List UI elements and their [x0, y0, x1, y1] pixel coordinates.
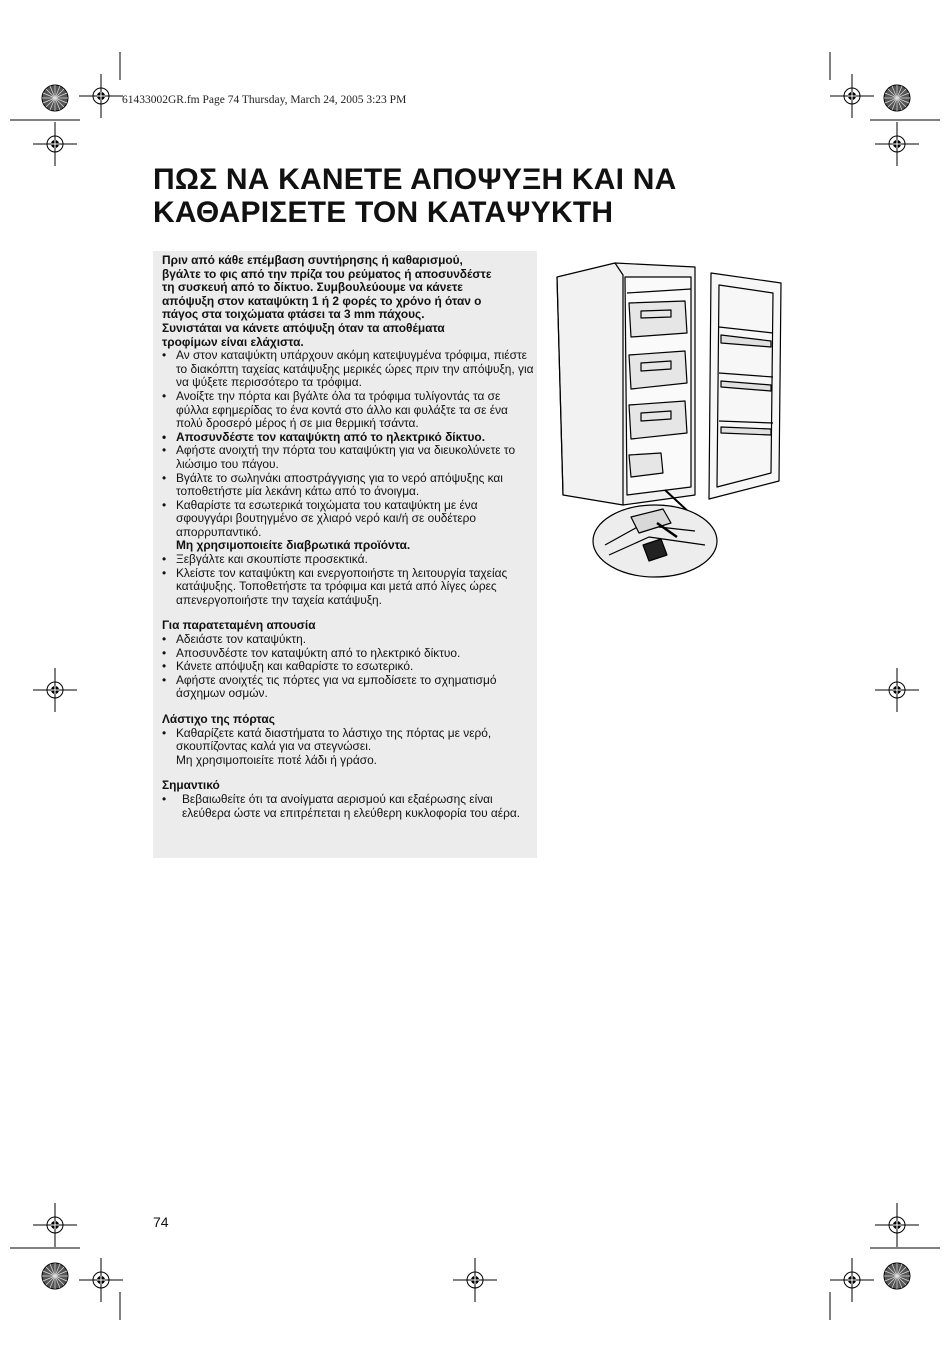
title-line-1: ΠΩΣ ΝΑ ΚΑΝΕΤΕ ΑΠΟΨΥΞΗ ΚΑΙ ΝΑ	[153, 163, 677, 196]
list-item: • Αδειάστε τον καταψύκτη.	[162, 633, 534, 647]
important-heading: Σημαντικό	[162, 778, 220, 793]
defrost-steps	[162, 349, 534, 539]
intro-paragraph: Πριν από κάθε επέμβαση συντήρησης ή καθαρισμού, βγάλτε το φις από την πρίζα του ρεύματος ή αποσυνδέστε τη συσκευή από το δίκτυο. Συμβουλεύουμε να κάνετε απόψυξη στον καταψύκτη 1 ή 2 φορές το χρόνο ή όταν ο πάγος στα τοιχώματα φτάσει τα 3 mm πάχους. Συνιστάται να κάνετε απόψυξη όταν τα αποθέματα τροφίμων είναι ελάχιστα.	[162, 253, 492, 349]
list-item: • Ανοίξτε την πόρτα και βγάλτε όλα τα τρόφιμα τυλίγοντάς τα σε φύλλα εφημερίδας το ένα κοντά στο άλλο και φυλάξτε τα σε ένα πολύ δροσερό μέρος ή σε μια θερμική τσάντα.	[162, 390, 534, 431]
list-item: • Κλείστε τον καταψύκτη και ενεργοποιήστε τη λειτουργία ταχείας κατάψυξης. Τοποθετήστε τα τρόφιμα και μετά από λίγες ώρες απενεργοποιήστε την ταχεία κατάψυξη.	[162, 567, 534, 608]
file-info: 61433002GR.fm Page 74 Thursday, March 24, 2005 3:23 PM	[122, 94, 407, 106]
defrost-steps-continued	[162, 553, 534, 607]
list-item: • Βεβαιωθείτε ότι τα ανοίγματα αερισμού και εξαέρωσης είναι ελεύθερα ώστε να επιτρέπεται η ελεύθερη κυκλοφορία του αέρα.	[162, 793, 534, 820]
absence-list	[162, 633, 534, 701]
instructions	[162, 254, 534, 820]
absence-heading: Για παρατεταμένη απουσία	[162, 618, 316, 633]
list-item: • Αφήστε ανοιχτή την πόρτα του καταψύκτη για να διευκολύνετε το λιώσιμο του πάγου.	[162, 444, 534, 471]
page-number: 74	[153, 1214, 169, 1230]
list-item: • Αν στον καταψύκτη υπάρχουν ακόμη κατεψυγμένα τρόφιμα, πιέστε το διακόπτη ταχείας κατάψυξης μερικές ώρες πριν την απόψυξη, για να ψύξετε περισσότερο τα τρόφιμα.	[162, 349, 534, 390]
page-title	[153, 163, 773, 229]
gasket-heading: Λάστιχο της πόρτας	[162, 712, 275, 726]
important-list	[162, 793, 534, 820]
list-item: • Βγάλτε το σωληνάκι αποστράγγισης για το νερό απόψυξης και τοποθετήστε μία λεκάνη κάτω από το άνοιγμα.	[162, 472, 534, 499]
list-item: • Κάνετε απόψυξη και καθαρίστε το εσωτερικό.	[162, 660, 534, 674]
gasket-note: Μη χρησιμοποιείτε ποτέ λάδι ή γράσο.	[176, 752, 377, 767]
list-item: • Καθαρίζετε κατά διαστήματα το λάστιχο της πόρτας με νερό, σκουπίζοντας καλά για να στεγνώσει.	[162, 727, 534, 754]
corrosive-warning: Μη χρησιμοποιείτε διαβρωτικά προϊόντα.	[176, 538, 411, 553]
list-item: • Ξεβγάλτε και σκουπίστε προσεκτικά.	[162, 553, 534, 567]
gasket-list	[162, 727, 534, 754]
list-item: • Αφήστε ανοιχτές τις πόρτες για να εμποδίσετε το σχηματισμό άσχημων οσμών.	[162, 674, 534, 701]
title-line-2: ΚΑΘΑΡΙΣΕΤΕ ΤΟΝ ΚΑΤΑΨΥΚΤΗ	[153, 196, 614, 229]
list-item: • Αποσυνδέστε τον καταψύκτη από το ηλεκτρικό δίκτυο.	[162, 431, 534, 445]
list-item: • Καθαρίστε τα εσωτερικά τοιχώματα του καταψύκτη με ένα σφουγγάρι βουτηγμένο σε χλιαρό νερό και/ή σε ουδέτερο απορρυπαντικό.	[162, 499, 534, 540]
list-item: • Αποσυνδέστε τον καταψύκτη από το ηλεκτρικό δίκτυο.	[162, 647, 534, 661]
freezer-illustration	[545, 255, 810, 585]
